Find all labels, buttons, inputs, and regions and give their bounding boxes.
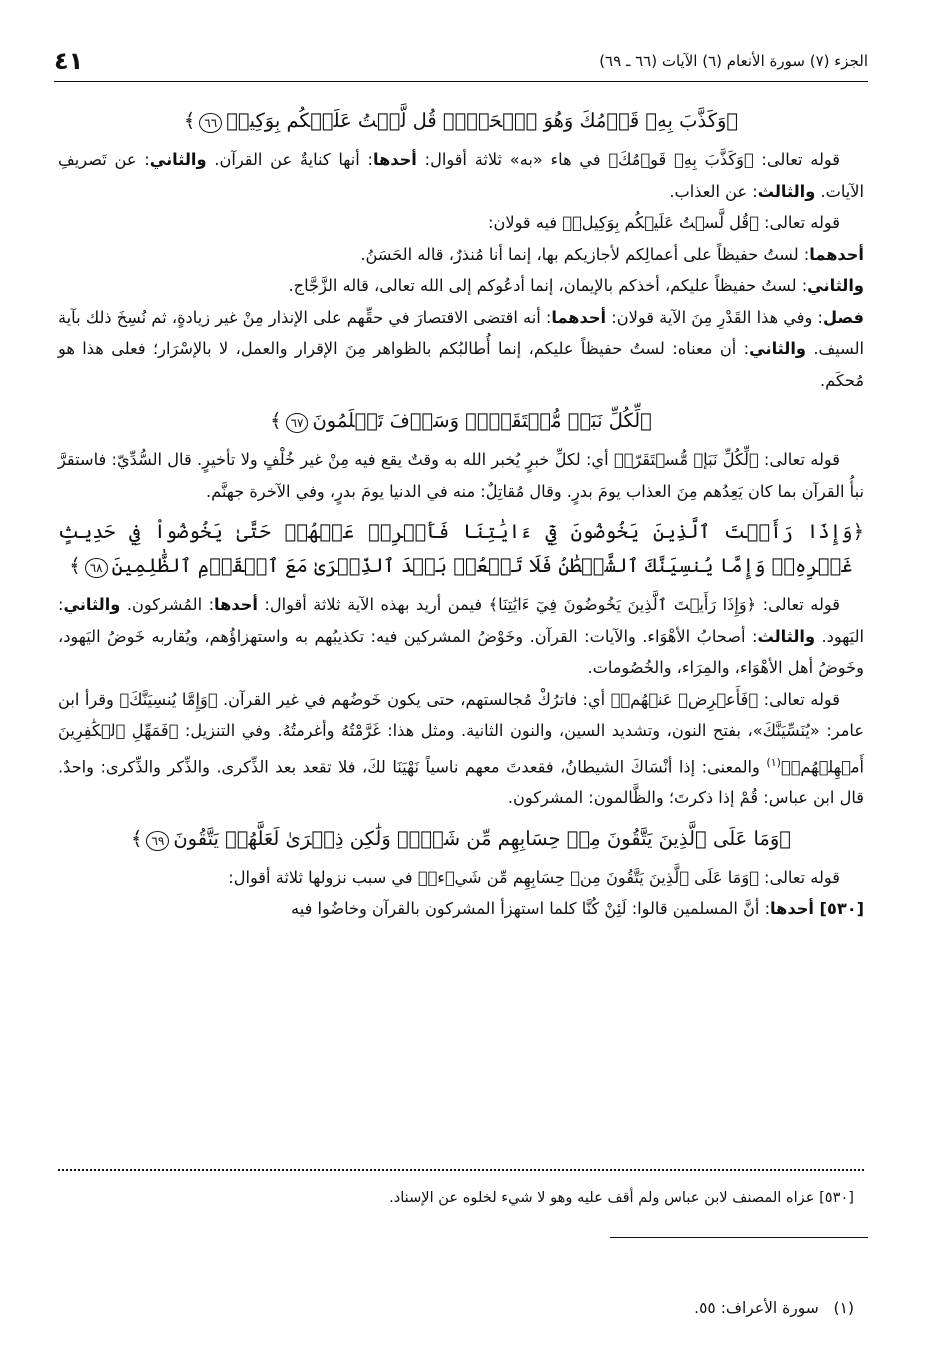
bold-term: أحدهما: [551, 307, 607, 327]
page-number: ٤١: [54, 47, 84, 75]
footnote-rule: [610, 1237, 868, 1238]
quran-verse-67: [58, 404, 864, 438]
bold-term: أحدها: [372, 150, 417, 169]
text-span: : عن تَصريفِ الآيات.: [58, 150, 864, 201]
quran-verse-66: [58, 104, 864, 138]
text-span: : عن العذاب.: [669, 181, 758, 201]
footnote-ref[interactable]: (١): [766, 755, 781, 769]
bold-term: والثالث: [757, 181, 816, 201]
quran-verse-69: [58, 822, 864, 856]
commentary-body: [58, 96, 864, 925]
footnote-text: سورة الأعراف: ٥٥.: [694, 1299, 819, 1317]
paragraph: [58, 893, 864, 925]
text-span: والمعنى: إذا أنْسَاكَ الشيطانُ، فقعدتَ معهم ناسياً نَهْيَنَا لكَ، فلا تقعد بعد الذِّكرى. والذِّكر والذِّكرى: واحدٌ. قال ابن عباس: قُمْ إذا ذكرتَ؛ والظَّالمون: المشركون.: [58, 756, 864, 808]
text-span: : أنه اقتضى الاقتصارَ في حقِّهم على الإنذار مِنْ غير زيادةٍ، ثم نُسِخَ ذلك بآية السيف.: [58, 307, 864, 358]
paragraph: قوله تعالى: ﴿لِّكُلِّ نَبَإٖ مُّسۡتَقَرّٞ﴾ أي: لكلِّ خبرٍ يُخبر الله به وقتٌ يقع فيه مِنْ غير خُلْفٍ ولا تأخيرٍ. قال السُّدِّيّ: فاستقرَّ نبأُ القرآن بما كان يَعِدُهم مِنَ العذاب يومَ بدرٍ. وقال مُقاتِلٌ: منه في الدنيا يومَ بدرٍ، وفي الآخرة جهنَّم.: [58, 450, 864, 501]
footnote-number: (١): [833, 1299, 854, 1317]
text-span: : أنَّ المسلمين قالوا: لَئِنْ كُنَّا كلما استهزأ المشركون بالقرآن وخاضُوا فيه: [291, 899, 771, 919]
verse-close: ﴾: [69, 554, 81, 577]
text-span: : لستُ حفيظاً على أعمالِكم لأجازيكم بها، إنما أنا مُنذرٌ، قاله الحَسَنُ.: [360, 244, 810, 264]
bold-term: والثاني: [749, 339, 806, 358]
bold-term: والثاني: [63, 595, 121, 614]
text-span: قوله تعالى: ﴿وَإِذَا رَأَيۡتَ ٱلَّذِينَ يَخُوضُونَ فِيٓ ءَايَٰتِنَا﴾ فيمن أريد بهذه الآية ثلاثة أقوال:: [257, 595, 840, 614]
text-span: : لستُ حفيظاً عليكم، أخذكم بالإيمان، إنما أدعُوكم إلى الله تعالى، قاله الزَّجَّاج.: [288, 276, 808, 295]
text-span: قوله تعالى: ﴿وَكَذَّبَ بِهِۦ قَوۡمُكَ﴾ في هاء «به» ثلاثة أقوال:: [416, 150, 840, 169]
quran-verse-68: [58, 515, 864, 583]
text-span: : أصحابُ الأهْوَاء. والآيات: القرآن. وخَوْضُ المشركين فيه: تكذيبُهم به واستهزاؤُهم، ويُقاربه خَوضُ اليَهود، وخَوضُ أهل الأهْوَاء، والمِرَاء، والخُصُومات.: [58, 626, 864, 677]
verse-text: ﴿وَمَا عَلَى ٱلَّذِينَ يَتَّقُونَ مِنۡ حِسَابِهِم مِّن شَيۡءٖ وَلَٰكِن ذِكۡرَىٰ لَعَلَّهُمۡ يَتَّقُونَ: [173, 826, 791, 850]
bold-term: أحدها: [214, 595, 258, 614]
paragraph: [58, 239, 864, 271]
text-span: : أن معناه: لستُ حفيظاً عليكم، إنما أُطالبُكم بالظواهر مِنَ الإقرار والعمل، لا بالإسْرَار؛ فعلى هذا هو مُحكَم.: [58, 339, 864, 390]
paragraph: قوله تعالى: ﴿وَمَا عَلَى ٱلَّذِينَ يَتَّقُونَ مِنۡ حِسَابِهِم مِّن شَيۡءٖ﴾ في سبب نزولها ثلاثة أقوال:: [228, 867, 840, 887]
ayah-number-marker: ٦٩: [146, 831, 169, 851]
ayah-number-marker: ٦٨: [85, 558, 108, 578]
bold-term: [٥٣٠] أحدها: [770, 899, 864, 919]
text-span: : وفي هذا القَدْرِ مِنَ الآية قولان:: [606, 307, 823, 327]
text-span: : اليَهود.: [58, 595, 864, 646]
verse-text: ﴿وَكَذَّبَ بِهِۦ قَوۡمُكَ وَهُوَ ٱلۡحَقُّۚ قُل لَّسۡتُ عَلَيۡكُم بِوَكِيلٖ: [226, 109, 739, 132]
verse-close: ﴾: [183, 109, 196, 132]
header-rule: [54, 81, 868, 82]
dotted-separator: [58, 1169, 864, 1171]
ayah-number-marker: ٦٦: [199, 113, 222, 133]
verse-text: ﴿لِّكُلِّ نَبَإٖ مُّسۡتَقَرّٞۚ وَسَوۡفَ تَعۡلَمُونَ: [312, 409, 652, 432]
paragraph: [58, 270, 864, 302]
page-header: [54, 42, 868, 80]
verse-close: ﴾: [131, 826, 143, 850]
paragraph: قوله تعالى: ﴿قُل لَّسۡتُ عَلَيۡكُم بِوَكِيلٖ﴾ فيه قولان:: [488, 213, 840, 232]
text-span: قوله تعالى: ﴿فَأَعۡرِضۡ عَنۡهُمۡ﴾ أي: فاترُكْ مُجالستهم، حتى يكون خَوضُهم في غير القرآن. ﴿وَإِمَّا يُنسِيَنَّكَ﴾ وقرأ ابن عامر: «يُنَسِّيَنَّكَ»، بفتح النون، وتشديد السين، والنون الثانية. ومثل هذا: غَرَّمْتُهُ وأغرمتُهُ. وفي التنزيل: ﴿فَمَهِّلِ ٱلۡكَٰفِرِينَ أَمۡهِلۡهُمۡ﴾: [58, 689, 864, 776]
text-span: : أنها كنايةٌ عن القرآن.: [206, 150, 373, 169]
paragraph: [58, 684, 864, 814]
takhrij-note: [٥٣٠] عزاه المصنف لابن عباس ولم أقف عليه وهو لا شيء لخلوه عن الإسناد.: [389, 1189, 854, 1206]
bold-term: والثالث: [757, 626, 816, 646]
bold-term: والثاني: [149, 150, 207, 169]
bold-term: أحدهما: [809, 244, 864, 264]
running-title: الجزء (٧) سورة الأنعام (٦) الآيات (٦٦ ـ ٦٩): [599, 52, 868, 70]
text-span: : المُشركون.: [120, 595, 215, 614]
footnote: [62, 1296, 854, 1320]
verse-close: ﴾: [270, 409, 282, 432]
bold-term: فصل: [823, 307, 864, 327]
paragraph: [58, 589, 864, 684]
bold-term: والثاني: [807, 276, 864, 295]
ayah-number-marker: ٦٧: [286, 413, 309, 433]
paragraph: [58, 144, 864, 207]
verse-text: ﴿وَإِذَا رَأَيۡتَ ٱلَّذِينَ يَخُوضُونَ فِيٓ ءَايَٰتِنَا فَأَعۡرِضۡ عَنۡهُمۡ حَتَّىٰ يَخُوضُواْ فِي حَدِيثٍ غَيۡرِهِۦۚ وَإِمَّا يُنسِيَنَّكَ ٱلشَّيۡطَٰنُ فَلَا تَقۡعُدۡ بَعۡدَ ٱلذِّكۡرَىٰ مَعَ ٱلۡقَوۡمِ ٱلظَّٰلِمِينَ: [58, 520, 864, 577]
paragraph: [58, 302, 864, 397]
